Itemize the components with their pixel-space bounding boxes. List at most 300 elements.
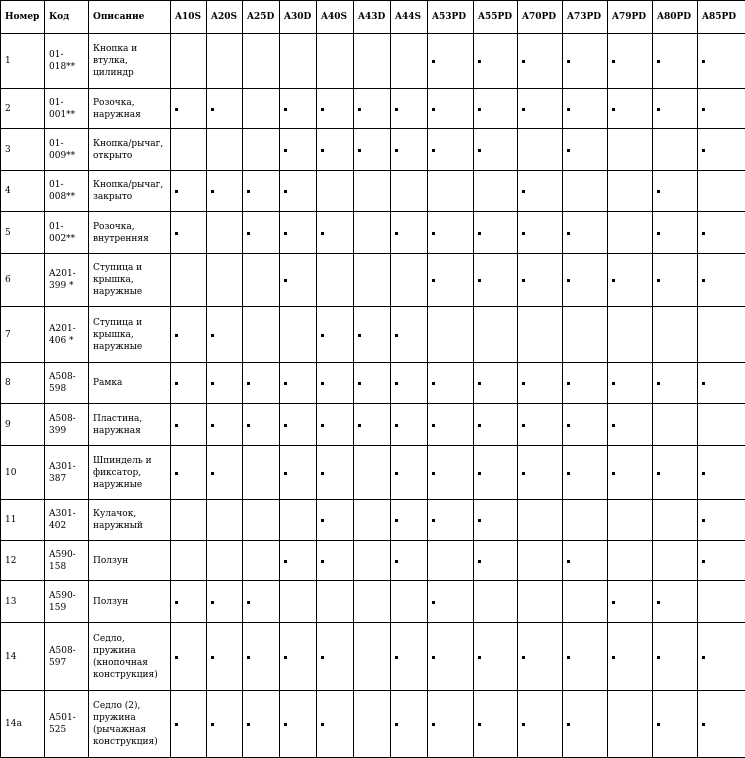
compatibility-cell — [428, 500, 474, 541]
compatibility-cell — [171, 691, 207, 758]
compatibility-cell — [280, 446, 317, 500]
compatibility-cell — [428, 363, 474, 404]
compatibility-cell — [474, 254, 518, 307]
compatibility-mark-icon — [321, 519, 324, 522]
compatibility-cell — [354, 307, 391, 363]
compatibility-cell — [354, 363, 391, 404]
compatibility-cell — [207, 541, 243, 581]
compatibility-cell — [391, 212, 428, 254]
compatibility-cell — [317, 34, 354, 89]
compatibility-cell — [171, 541, 207, 581]
compatibility-mark-icon — [567, 382, 570, 385]
part-code: A201-399 * — [45, 254, 89, 307]
compatibility-cell — [354, 129, 391, 171]
compatibility-mark-icon — [284, 560, 287, 563]
compatibility-cell — [243, 500, 280, 541]
compatibility-cell — [608, 254, 653, 307]
compatibility-mark-icon — [284, 656, 287, 659]
compatibility-mark-icon — [702, 232, 705, 235]
compatibility-cell — [518, 307, 563, 363]
row-number: 2 — [1, 89, 45, 129]
compatibility-mark-icon — [567, 108, 570, 111]
compatibility-cell — [563, 581, 608, 623]
compatibility-cell — [698, 581, 745, 623]
compatibility-cell — [474, 623, 518, 691]
column-header: A55PD — [474, 1, 518, 34]
compatibility-cell — [354, 446, 391, 500]
part-code: A201-406 * — [45, 307, 89, 363]
compatibility-cell — [518, 500, 563, 541]
compatibility-cell — [171, 89, 207, 129]
compatibility-cell — [428, 307, 474, 363]
compatibility-cell — [518, 446, 563, 500]
compatibility-cell — [698, 307, 745, 363]
compatibility-cell — [280, 307, 317, 363]
compatibility-mark-icon — [211, 424, 214, 427]
compatibility-mark-icon — [432, 424, 435, 427]
part-code: A501-525 — [45, 691, 89, 758]
compatibility-mark-icon — [612, 472, 615, 475]
compatibility-mark-icon — [175, 656, 178, 659]
compatibility-cell — [474, 307, 518, 363]
part-description: Ползун — [89, 541, 171, 581]
compatibility-mark-icon — [702, 108, 705, 111]
compatibility-cell — [474, 171, 518, 212]
compatibility-mark-icon — [567, 723, 570, 726]
compatibility-cell — [317, 212, 354, 254]
compatibility-cell — [428, 171, 474, 212]
row-number: 4 — [1, 171, 45, 212]
compatibility-cell — [171, 171, 207, 212]
compatibility-cell — [354, 34, 391, 89]
compatibility-mark-icon — [522, 723, 525, 726]
compatibility-mark-icon — [432, 108, 435, 111]
compatibility-cell — [207, 254, 243, 307]
compatibility-cell — [563, 171, 608, 212]
compatibility-mark-icon — [321, 424, 324, 427]
compatibility-cell — [391, 254, 428, 307]
column-header: A25D — [243, 1, 280, 34]
compatibility-cell — [171, 623, 207, 691]
compatibility-cell — [207, 307, 243, 363]
compatibility-mark-icon — [478, 232, 481, 235]
compatibility-cell — [354, 541, 391, 581]
compatibility-cell — [474, 363, 518, 404]
compatibility-cell — [698, 404, 745, 446]
compatibility-mark-icon — [478, 108, 481, 111]
compatibility-mark-icon — [358, 424, 361, 427]
column-header: Описание — [89, 1, 171, 34]
compatibility-cell — [563, 404, 608, 446]
compatibility-cell — [391, 34, 428, 89]
compatibility-cell — [698, 129, 745, 171]
compatibility-mark-icon — [321, 334, 324, 337]
compatibility-mark-icon — [657, 382, 660, 385]
table-row — [1, 89, 745, 129]
compatibility-cell — [243, 691, 280, 758]
compatibility-mark-icon — [284, 472, 287, 475]
compatibility-mark-icon — [702, 656, 705, 659]
compatibility-cell — [608, 307, 653, 363]
table-row — [1, 34, 745, 89]
compatibility-cell — [428, 446, 474, 500]
compatibility-cell — [280, 212, 317, 254]
compatibility-mark-icon — [321, 723, 324, 726]
compatibility-cell — [354, 623, 391, 691]
compatibility-cell — [653, 212, 698, 254]
row-number: 14 — [1, 623, 45, 691]
compatibility-cell — [317, 500, 354, 541]
compatibility-cell — [474, 89, 518, 129]
compatibility-mark-icon — [478, 149, 481, 152]
compatibility-cell — [171, 129, 207, 171]
compatibility-mark-icon — [522, 424, 525, 427]
compatibility-mark-icon — [702, 560, 705, 563]
compatibility-cell — [354, 171, 391, 212]
compatibility-mark-icon — [395, 232, 398, 235]
compatibility-mark-icon — [657, 723, 660, 726]
compatibility-mark-icon — [612, 279, 615, 282]
compatibility-cell — [280, 404, 317, 446]
part-code: A301-402 — [45, 500, 89, 541]
compatibility-cell — [474, 212, 518, 254]
column-header: A20S — [207, 1, 243, 34]
compatibility-mark-icon — [175, 424, 178, 427]
column-header: A30D — [280, 1, 317, 34]
compatibility-mark-icon — [175, 472, 178, 475]
column-header: A44S — [391, 1, 428, 34]
compatibility-mark-icon — [247, 656, 250, 659]
compatibility-mark-icon — [657, 656, 660, 659]
compatibility-cell — [518, 541, 563, 581]
compatibility-cell — [563, 446, 608, 500]
compatibility-mark-icon — [432, 60, 435, 63]
compatibility-cell — [608, 363, 653, 404]
compatibility-cell — [243, 171, 280, 212]
compatibility-cell — [608, 404, 653, 446]
compatibility-mark-icon — [612, 60, 615, 63]
compatibility-cell — [280, 171, 317, 212]
compatibility-mark-icon — [284, 149, 287, 152]
compatibility-mark-icon — [432, 723, 435, 726]
compatibility-cell — [354, 212, 391, 254]
compatibility-cell — [207, 129, 243, 171]
compatibility-cell — [428, 254, 474, 307]
compatibility-cell — [243, 34, 280, 89]
part-code: 01-009** — [45, 129, 89, 171]
compatibility-cell — [207, 89, 243, 129]
compatibility-cell — [317, 404, 354, 446]
compatibility-cell — [207, 212, 243, 254]
part-description: Шпиндель и фиксатор, наружные — [89, 446, 171, 500]
compatibility-cell — [428, 581, 474, 623]
table-row — [1, 363, 745, 404]
compatibility-mark-icon — [211, 334, 214, 337]
compatibility-cell — [698, 89, 745, 129]
compatibility-cell — [171, 404, 207, 446]
compatibility-mark-icon — [702, 519, 705, 522]
compatibility-cell — [207, 446, 243, 500]
compatibility-mark-icon — [657, 108, 660, 111]
compatibility-cell — [391, 307, 428, 363]
part-description: Кнопка и втулка, цилиндр — [89, 34, 171, 89]
compatibility-cell — [608, 581, 653, 623]
compatibility-cell — [391, 363, 428, 404]
compatibility-cell — [317, 541, 354, 581]
compatibility-mark-icon — [478, 382, 481, 385]
compatibility-mark-icon — [702, 472, 705, 475]
compatibility-mark-icon — [657, 279, 660, 282]
table-row — [1, 254, 745, 307]
compatibility-cell — [391, 446, 428, 500]
compatibility-cell — [698, 446, 745, 500]
compatibility-cell — [653, 404, 698, 446]
compatibility-cell — [653, 446, 698, 500]
compatibility-cell — [243, 623, 280, 691]
compatibility-mark-icon — [522, 279, 525, 282]
compatibility-mark-icon — [211, 190, 214, 193]
column-header: A73PD — [563, 1, 608, 34]
table-row — [1, 446, 745, 500]
compatibility-mark-icon — [478, 60, 481, 63]
compatibility-cell — [391, 581, 428, 623]
compatibility-cell — [653, 307, 698, 363]
compatibility-cell — [171, 307, 207, 363]
compatibility-cell — [207, 691, 243, 758]
compatibility-mark-icon — [358, 334, 361, 337]
part-description: Седло, пружина (кнопочная конструкция) — [89, 623, 171, 691]
compatibility-mark-icon — [175, 382, 178, 385]
compatibility-cell — [518, 171, 563, 212]
compatibility-mark-icon — [321, 108, 324, 111]
compatibility-mark-icon — [358, 382, 361, 385]
compatibility-cell — [207, 363, 243, 404]
compatibility-mark-icon — [395, 560, 398, 563]
table-row — [1, 691, 745, 758]
compatibility-cell — [171, 363, 207, 404]
compatibility-cell — [563, 691, 608, 758]
compatibility-cell — [563, 307, 608, 363]
compatibility-cell — [698, 212, 745, 254]
compatibility-mark-icon — [478, 472, 481, 475]
compatibility-mark-icon — [395, 723, 398, 726]
compatibility-mark-icon — [567, 424, 570, 427]
compatibility-mark-icon — [657, 190, 660, 193]
compatibility-cell — [243, 212, 280, 254]
column-header: A85PD — [698, 1, 745, 34]
column-header: A80PD — [653, 1, 698, 34]
compatibility-cell — [608, 446, 653, 500]
compatibility-cell — [317, 89, 354, 129]
compatibility-mark-icon — [478, 424, 481, 427]
compatibility-cell — [518, 363, 563, 404]
compatibility-cell — [653, 500, 698, 541]
part-description: Ступица и крышка, наружные — [89, 307, 171, 363]
compatibility-cell — [243, 541, 280, 581]
part-description: Розочка, наружная — [89, 89, 171, 129]
compatibility-cell — [243, 89, 280, 129]
compatibility-mark-icon — [702, 149, 705, 152]
compatibility-mark-icon — [567, 560, 570, 563]
compatibility-cell — [243, 307, 280, 363]
compatibility-cell — [608, 500, 653, 541]
compatibility-cell — [518, 212, 563, 254]
row-number: 8 — [1, 363, 45, 404]
header-row — [1, 1, 745, 34]
compatibility-mark-icon — [395, 334, 398, 337]
row-number: 14a — [1, 691, 45, 758]
compatibility-mark-icon — [175, 334, 178, 337]
table-row — [1, 404, 745, 446]
part-code: A590-158 — [45, 541, 89, 581]
column-header: A43D — [354, 1, 391, 34]
compatibility-cell — [474, 129, 518, 171]
compatibility-cell — [428, 89, 474, 129]
compatibility-cell — [474, 404, 518, 446]
table-row — [1, 171, 745, 212]
compatibility-cell — [207, 171, 243, 212]
row-number: 6 — [1, 254, 45, 307]
compatibility-mark-icon — [395, 108, 398, 111]
compatibility-cell — [280, 500, 317, 541]
row-number: 7 — [1, 307, 45, 363]
compatibility-cell — [563, 254, 608, 307]
compatibility-cell — [518, 89, 563, 129]
compatibility-cell — [243, 446, 280, 500]
part-description: Пластина, наружная — [89, 404, 171, 446]
compatibility-cell — [280, 363, 317, 404]
compatibility-cell — [653, 581, 698, 623]
compatibility-mark-icon — [432, 472, 435, 475]
compatibility-mark-icon — [358, 149, 361, 152]
table-row — [1, 581, 745, 623]
compatibility-cell — [280, 581, 317, 623]
row-number: 12 — [1, 541, 45, 581]
compatibility-mark-icon — [432, 279, 435, 282]
compatibility-mark-icon — [432, 601, 435, 604]
compatibility-mark-icon — [247, 723, 250, 726]
compatibility-mark-icon — [175, 232, 178, 235]
compatibility-mark-icon — [284, 424, 287, 427]
compatibility-cell — [207, 581, 243, 623]
compatibility-cell — [354, 404, 391, 446]
compatibility-cell — [653, 363, 698, 404]
compatibility-mark-icon — [211, 472, 214, 475]
compatibility-cell — [698, 623, 745, 691]
compatibility-mark-icon — [211, 601, 214, 604]
compatibility-cell — [280, 691, 317, 758]
compatibility-cell — [317, 623, 354, 691]
table-row — [1, 541, 745, 581]
part-description: Рамка — [89, 363, 171, 404]
compatibility-cell — [653, 89, 698, 129]
compatibility-mark-icon — [284, 108, 287, 111]
compatibility-mark-icon — [175, 190, 178, 193]
compatibility-mark-icon — [175, 601, 178, 604]
compatibility-mark-icon — [358, 108, 361, 111]
compatibility-mark-icon — [432, 382, 435, 385]
compatibility-cell — [428, 691, 474, 758]
row-number: 11 — [1, 500, 45, 541]
compatibility-cell — [207, 623, 243, 691]
compatibility-cell — [280, 541, 317, 581]
compatibility-cell — [608, 171, 653, 212]
compatibility-cell — [207, 34, 243, 89]
part-description: Ползун — [89, 581, 171, 623]
compatibility-cell — [653, 623, 698, 691]
part-description: Розочка, внутренняя — [89, 212, 171, 254]
column-header: A53PD — [428, 1, 474, 34]
compatibility-cell — [280, 34, 317, 89]
part-code: 01-002** — [45, 212, 89, 254]
compatibility-cell — [207, 500, 243, 541]
compatibility-mark-icon — [478, 723, 481, 726]
compatibility-cell — [608, 541, 653, 581]
compatibility-mark-icon — [284, 232, 287, 235]
compatibility-cell — [474, 691, 518, 758]
part-description: Ступица и крышка, наружные — [89, 254, 171, 307]
compatibility-cell — [698, 171, 745, 212]
compatibility-mark-icon — [522, 232, 525, 235]
compatibility-mark-icon — [702, 60, 705, 63]
compatibility-mark-icon — [284, 190, 287, 193]
compatibility-cell — [317, 307, 354, 363]
compatibility-mark-icon — [432, 519, 435, 522]
part-description: Седло (2), пружина (рычажная конструкция) — [89, 691, 171, 758]
compatibility-cell — [653, 691, 698, 758]
column-header: A70PD — [518, 1, 563, 34]
compatibility-cell — [698, 541, 745, 581]
compatibility-cell — [354, 581, 391, 623]
table-row — [1, 500, 745, 541]
part-description: Кнопка/рычаг, открыто — [89, 129, 171, 171]
table-body — [1, 34, 745, 758]
compatibility-mark-icon — [522, 108, 525, 111]
compatibility-mark-icon — [321, 382, 324, 385]
compatibility-cell — [608, 691, 653, 758]
compatibility-cell — [317, 254, 354, 307]
compatibility-mark-icon — [567, 656, 570, 659]
compatibility-cell — [653, 171, 698, 212]
compatibility-mark-icon — [321, 232, 324, 235]
compatibility-mark-icon — [522, 382, 525, 385]
compatibility-cell — [280, 89, 317, 129]
compatibility-cell — [563, 363, 608, 404]
compatibility-mark-icon — [567, 279, 570, 282]
compatibility-mark-icon — [478, 279, 481, 282]
compatibility-cell — [563, 623, 608, 691]
part-code: A301-387 — [45, 446, 89, 500]
compatibility-cell — [280, 623, 317, 691]
compatibility-cell — [354, 89, 391, 129]
compatibility-cell — [698, 691, 745, 758]
compatibility-mark-icon — [284, 723, 287, 726]
compatibility-cell — [391, 89, 428, 129]
compatibility-cell — [563, 89, 608, 129]
compatibility-cell — [474, 34, 518, 89]
part-code: A508-597 — [45, 623, 89, 691]
compatibility-cell — [317, 581, 354, 623]
compatibility-cell — [518, 404, 563, 446]
compatibility-cell — [518, 129, 563, 171]
compatibility-cell — [391, 500, 428, 541]
compatibility-mark-icon — [657, 472, 660, 475]
compatibility-cell — [391, 623, 428, 691]
compatibility-cell — [207, 404, 243, 446]
compatibility-cell — [354, 691, 391, 758]
compatibility-mark-icon — [522, 656, 525, 659]
compatibility-mark-icon — [612, 108, 615, 111]
